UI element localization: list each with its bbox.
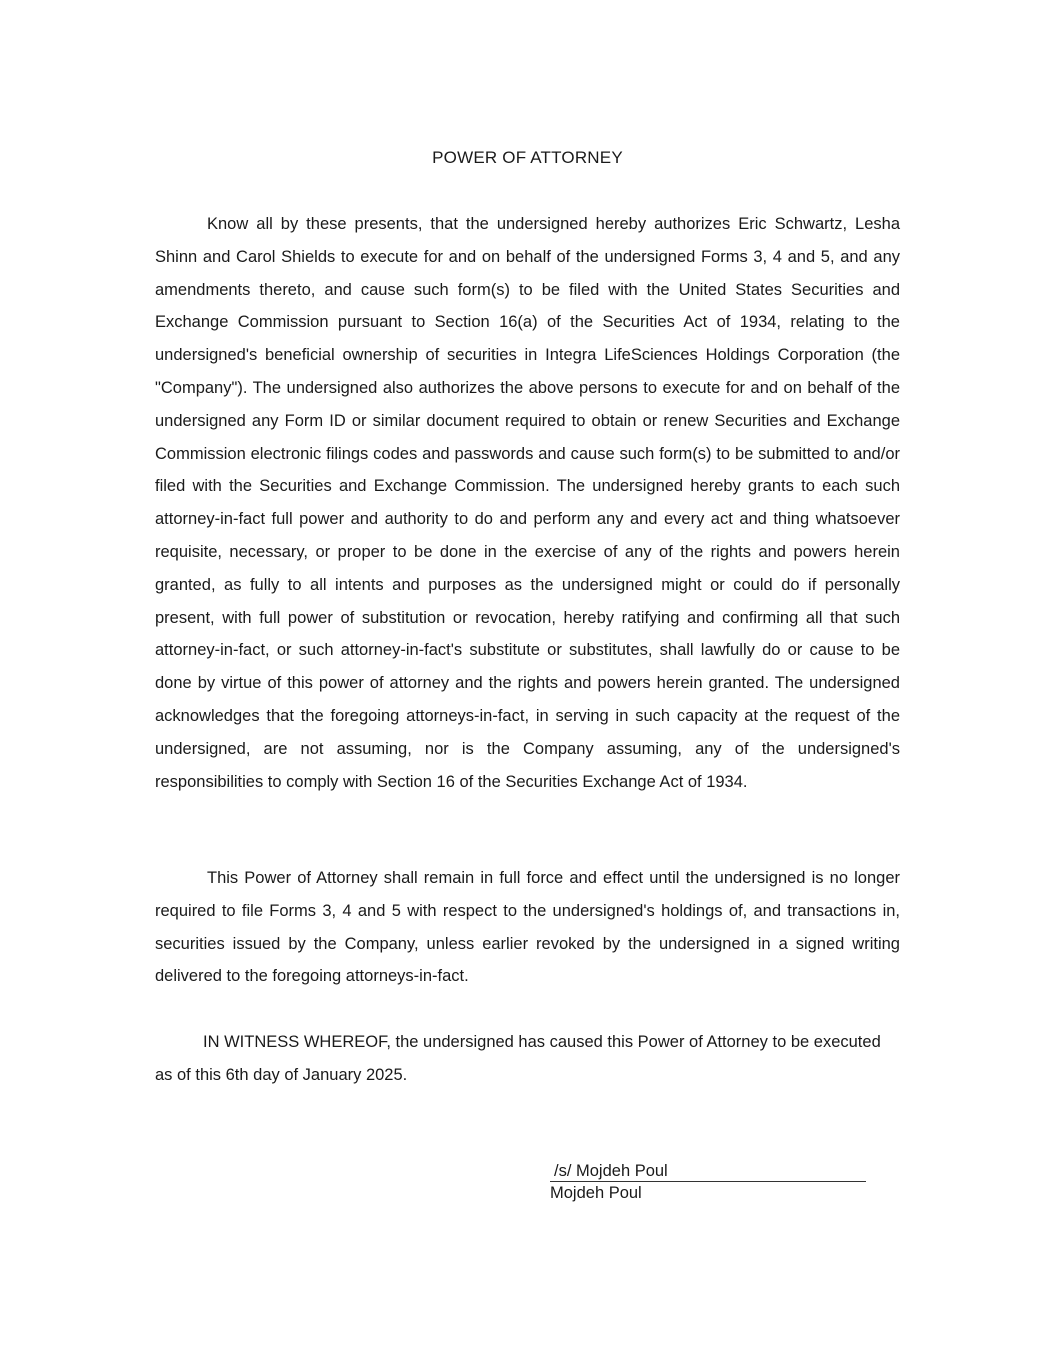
signatory-name: Mojdeh Poul <box>550 1184 642 1202</box>
document-title: POWER OF ATTORNEY <box>432 148 623 167</box>
paragraph-duration: This Power of Attorney shall remain in full force and effect until the undersigned is no longer required to file Forms 3, 4 and 5 with respect to the undersigned's holdings of, and transactions in, securities issued by the Company, unless earlier revoked by the undersigned in a signed writing delivered to the foregoing attorneys-in-fact. <box>155 869 900 986</box>
signature-block <box>550 1162 866 1204</box>
paragraph-authorization: Know all by these presents, that the undersigned hereby authorizes Eric Schwartz, Lesha Shinn and Carol Shields to execute for and on behalf of the undersigned Forms 3, 4 and 5, and any amendments thereto, and cause such form(s) to be filed with the United States Securities and Exchange Commission pursuant to Section 16(a) of the Securities Act of 1934, relating to the undersigned's beneficial ownership of securities in Integra LifeSciences Holdings Corporation (the "Company"). The undersigned also authorizes the above persons to execute for and on behalf of the undersigned any Form ID or similar document required to obtain or renew Securities and Exchange Commission electronic filings codes and passwords and cause such form(s) to be submitted to and/or filed with the Securities and Exchange Commission. The undersigned hereby grants to each such attorney-in-fact full power and authority to do and perform any and every act and thing whatsoever requisite, necessary, or proper to be done in the exercise of any of the rights and powers herein granted, as fully to all intents and purposes as the undersigned might or could do if personally present, with full power of substitution or revocation, hereby ratifying and confirming all that such attorney-in-fact, or such attorney-in-fact's substitute or substitutes, shall lawfully do or cause to be done by virtue of this power of attorney and the rights and powers herein granted. The undersigned acknowledges that the foregoing attorneys-in-fact, in serving in such capacity at the request of the undersigned, are not assuming, nor is the Company assuming, any of the undersigned's responsibilities to comply with Section 16 of the Securities Exchange Act of 1934. <box>155 215 900 791</box>
paragraph-witness: IN WITNESS WHEREOF, the undersigned has caused this Power of Attorney to be executed as of this 6th day of January 2025. <box>155 1033 881 1084</box>
signature-line: /s/ Mojdeh Poul <box>550 1162 866 1182</box>
